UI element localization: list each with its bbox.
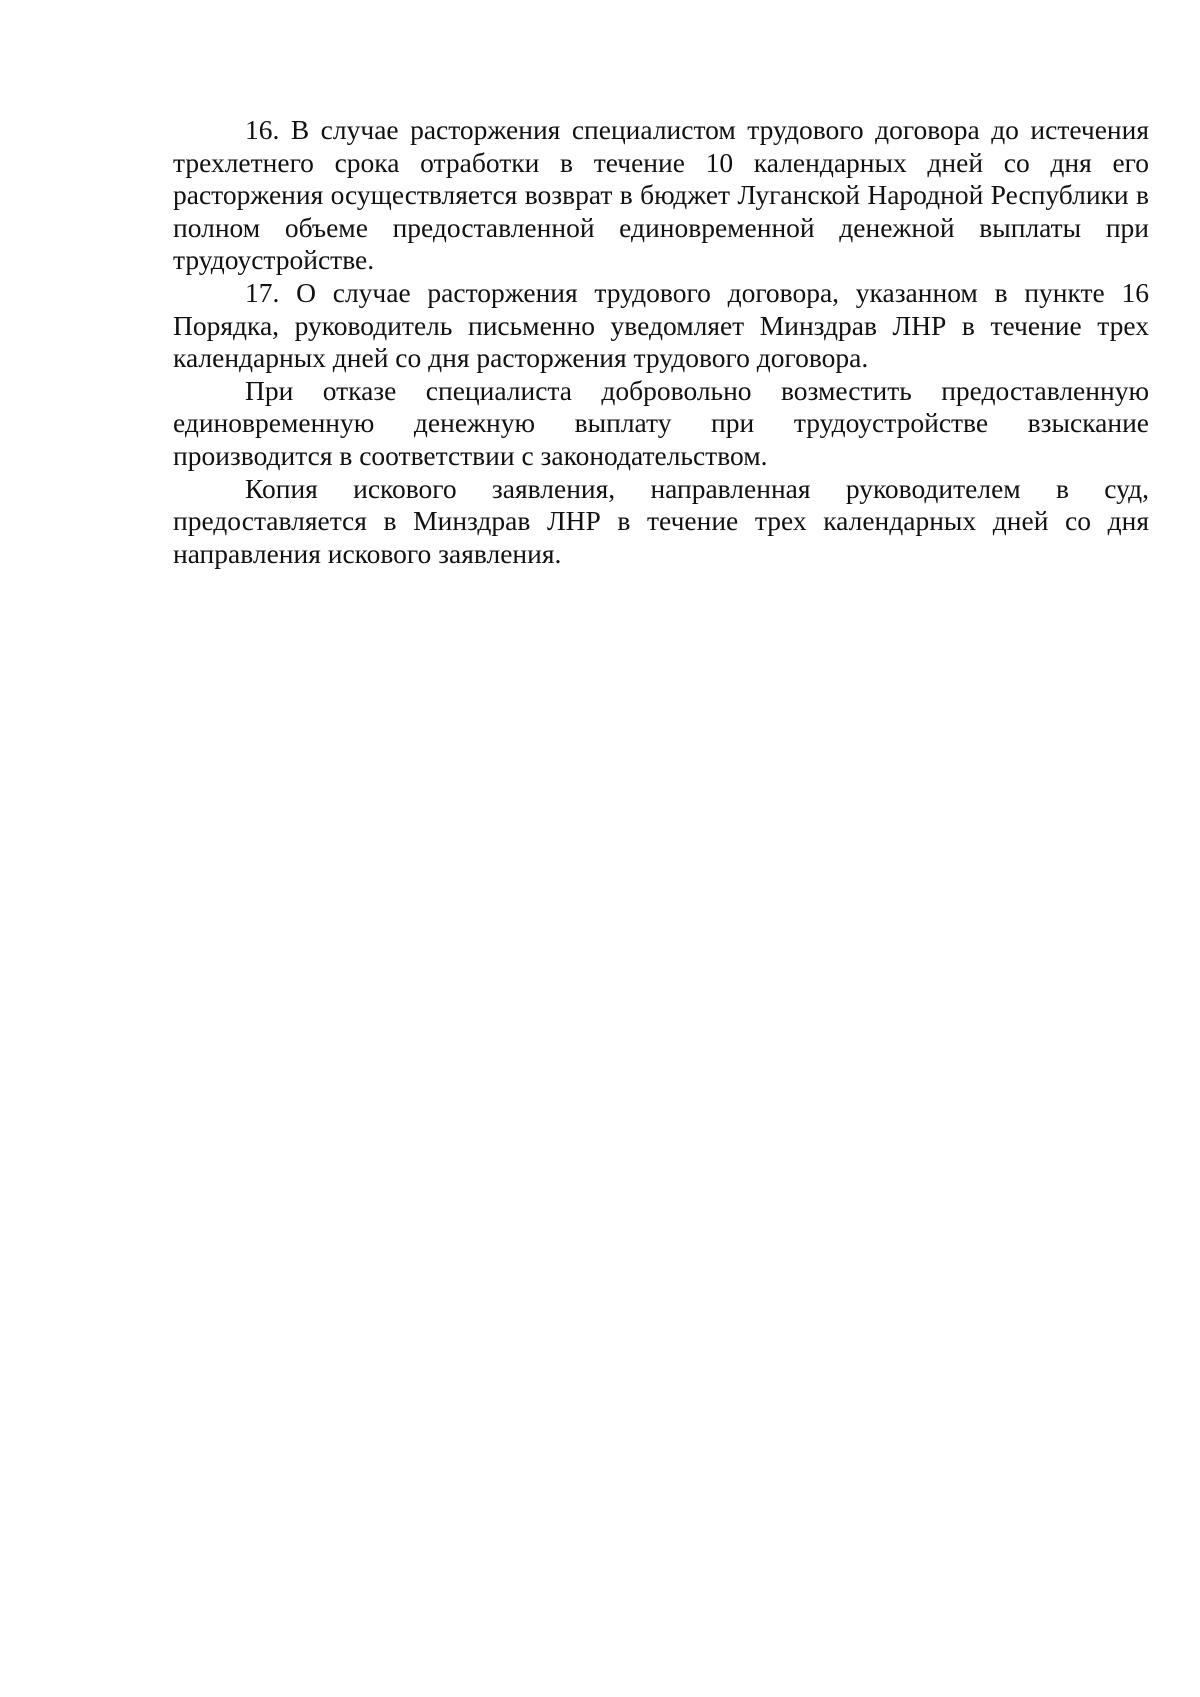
paragraph-17: 17. О случае расторжения трудового договора, указанном в пункте 16 Порядка, руководитель письменно уведомляет Минздрав ЛНР в течение трех календарных дней со дня расторжения трудового договора. bbox=[173, 276, 1149, 374]
paragraph-lawsuit-copy: Копия искового заявления, направленная руководителем в суд, предоставляется в Минздрав ЛНР в течение трех календарных дней со дня направления искового заявления. bbox=[173, 472, 1149, 569]
paragraph-16: 16. В случае расторжения специалистом трудового договора до истечения трехлетнего срока отработки в течение 10 календарных дней со дня его расторжения осуществляется возврат в бюджет Луганской Народной Республики в полном объеме предоставленной единовременной денежной выплаты при трудоустройстве. bbox=[173, 114, 1149, 276]
paragraph-refusal: При отказе специалиста добровольно возместить предоставленную единовременную денежную выплату при трудоустройстве взыскание производится в соответствии с законодательством. bbox=[173, 374, 1149, 471]
document-page bbox=[173, 114, 1149, 570]
